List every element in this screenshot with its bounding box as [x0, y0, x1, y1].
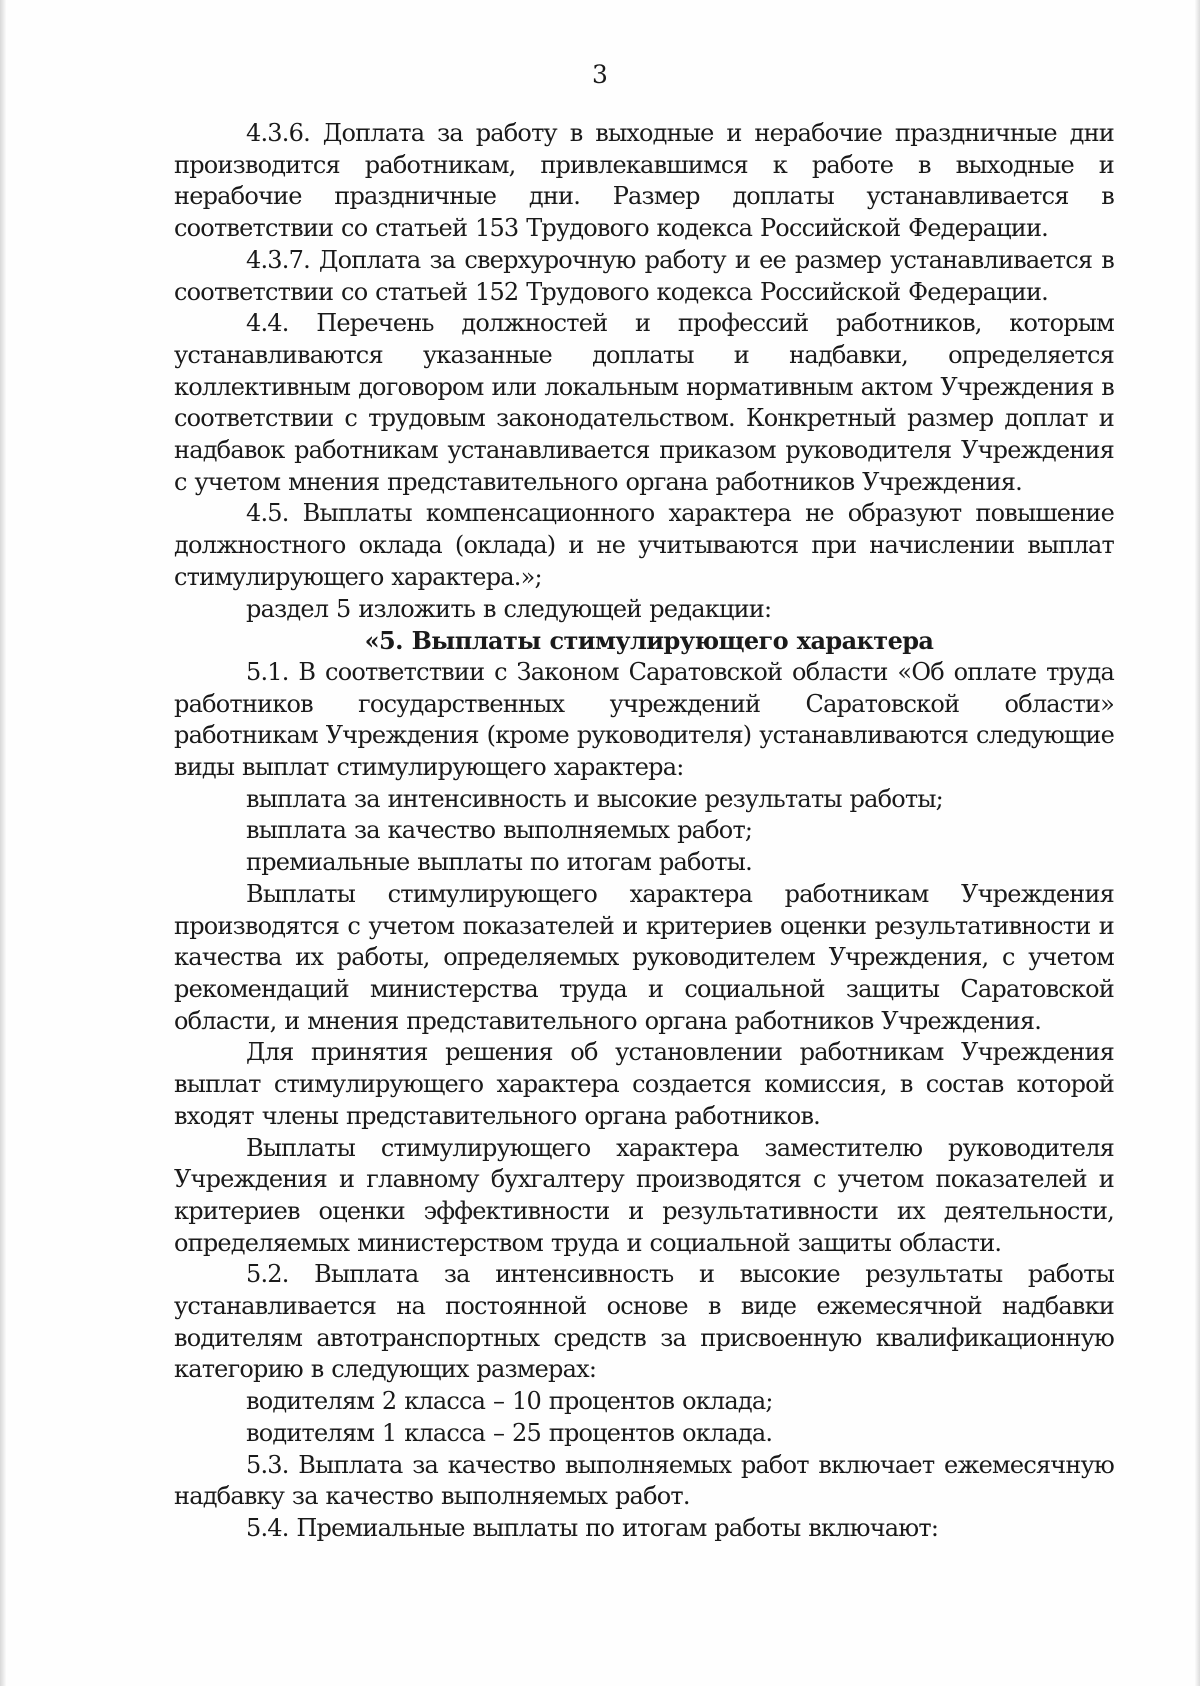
scan-edge-right: [1195, 0, 1200, 1686]
paragraph-4-3-7: 4.3.7. Доплата за сверхурочную работу и ее размер устанавливается в соответствии со статьей 152 Трудового кодекса Российской Федерации.: [174, 245, 1114, 306]
list-item-quality: выплата за качество выполняемых работ;: [246, 816, 753, 845]
paragraph-4-4: 4.4. Перечень должностей и профессий работников, которым устанавливаются указанные доплаты и надбавки, определяется коллективным договором или локальным нормативным актом Учреждения в соответствии с трудовым законодательством. Конкретный размер доплат и надбавок работникам устанавливается приказом руководителя Учреждения с учетом мнения представительного органа работников Учреждения.: [174, 309, 1114, 496]
page-number: 3: [592, 60, 608, 89]
section-5-heading: «5. Выплаты стимулирующего характера: [364, 626, 934, 656]
list-item-bonus: премиальные выплаты по итогам работы.: [246, 848, 752, 877]
list-item-intensity: выплата за интенсивность и высокие результаты работы;: [246, 784, 943, 813]
paragraph-5-2: 5.2. Выплата за интенсивность и высокие результаты работы устанавливается на постоянной основе в виде ежемесячной надбавки водителям автотранспортных средств за присвоенную квалификационную категорию в следующих размерах:: [174, 1260, 1114, 1384]
paragraph-4-3-6: 4.3.6. Доплата за работу в выходные и нерабочие праздничные дни производится работникам, привлекавшимся к работе в выходные и нерабочие праздничные дни. Размер доплаты устанавливается в соответствии со статьей 153 Трудового кодекса Российской Федерации.: [174, 119, 1114, 243]
document-body: [174, 118, 1114, 1545]
paragraph-deputy: Выплаты стимулирующего характера заместителю руководителя Учреждения и главному бухгалтеру производятся с учетом показателей и критериев оценки эффективности и результативности их деятельности, определяемых министерством труда и социальной защиты области.: [174, 1133, 1114, 1257]
paragraph-5-1: 5.1. В соответствии с Законом Саратовской области «Об оплате труда работников государственных учреждений Саратовской области» работникам Учреждения (кроме руководителя) устанавливаются следующие виды выплат стимулирующего характера:: [174, 657, 1114, 782]
paragraph-criteria: Выплаты стимулирующего характера работникам Учреждения производятся с учетом показателей и критериев оценки результативности и качества их работы, определяемых руководителем Учреждения, с учетом рекомендаций министерства труда и социальной защиты Саратовской области, и мнения представительного органа работников Учреждения.: [174, 879, 1114, 1035]
list-item-class-1: водителям 1 класса – 25 процентов оклада.: [246, 1418, 773, 1447]
paragraph-4-5: 4.5. Выплаты компенсационного характера не образуют повышение должностного оклада (оклада) и не учитываются при начислении выплат стимулирующего характера.»;: [174, 499, 1114, 591]
paragraph-commission: Для принятия решения об установлении работникам Учреждения выплат стимулирующего характера создается комиссия, в состав которой входят члены представительного органа работников.: [174, 1038, 1114, 1130]
list-item-class-2: водителям 2 класса – 10 процентов оклада;: [246, 1387, 773, 1416]
paragraph-section-5-intro: раздел 5 изложить в следующей редакции:: [246, 594, 772, 623]
paragraph-5-3: 5.3. Выплата за качество выполняемых работ включает ежемесячную надбавку за качество выполняемых работ.: [174, 1450, 1114, 1511]
paragraph-5-4: 5.4. Премиальные выплаты по итогам работы включают:: [246, 1513, 939, 1542]
scan-edge-left: [0, 0, 6, 1686]
